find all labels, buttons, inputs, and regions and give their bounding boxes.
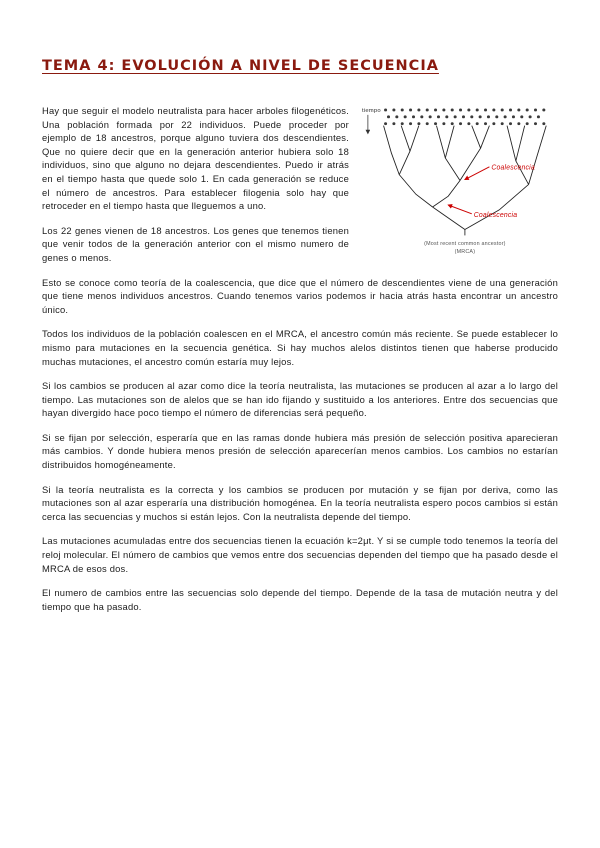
time-axis-label: tiempo xyxy=(362,107,381,114)
paragraph-9: El numero de cambios entre las secuencias solo depende del tiempo. Depende de la tasa de mutación neutra y del tiempo que ha pasado. xyxy=(42,587,558,612)
page-title: TEMA 4: EVOLUCIÓN A NIVEL DE SECUENCIA xyxy=(42,58,439,74)
paragraph-7: Si la teoría neutralista es la correcta y los cambios se producen por mutación y se fijan por deriva, como las mutaciones son al azar esperaría una distribución homogénea. En la teoría neutralista espero pocos cambios si están cerca las secuencias y muchos si están lejos. Con la neutralista depende del tiempo. xyxy=(42,483,558,522)
paragraph-8: Las mutaciones acumuladas entre dos secuencias tienen la ecuación k=2μt. Y si se cumple todo tenemos la teoría del reloj molecular. El número de cambios que vemos entre dos secuencias dependen del tiempo que ha pasado desde el MRCA de esos dos. xyxy=(42,535,558,574)
coalescent-tree-diagram xyxy=(362,104,558,259)
coalescence-arrow-2 xyxy=(448,205,472,214)
document-body xyxy=(42,104,558,613)
paragraph-1: Hay que seguir el modelo neutralista para hacer arboles filogenéticos. Una población formada por 22 individuos. Puede proceder por ejemplo de 18 ancestros, porque alguno tuviera dos descendientes. Que no quiere decir que en la generación anterior hubiera solo 18 individuos, sino que alguno no dejara descendientes. Puedo ir atrás en el tiempo hasta que quede solo 1. En cada generación se reduce el número de ancestros. Para establecer filogenia solo hay que retroceder en el tiempo hasta que lleguemos a uno. xyxy=(42,105,349,212)
lineage-lines xyxy=(384,126,547,236)
paragraph-6: Si se fijan por selección, esperaría que en las ramas donde hubiera más presión de selección positiva aparecieran más cambios. Y donde hubiera menos presión de selección aparecerían menos cambios. Los cambios no estarían distribuidos homogéneamente. xyxy=(42,431,558,471)
paragraph-2: Los 22 genes vienen de 18 ancestros. Los genes que tenemos tienen que venir todos de la generación anterior con el mismo numero de genes o menos. xyxy=(42,224,349,263)
coalescence-arrow-1 xyxy=(465,167,490,180)
paragraph-5: Si los cambios se producen al azar como dice la teoría neutralista, las mutaciones se producen al azar a lo largo del tiempo. Las mutaciones son de alelos que se han ido fijando y sustituido a los anteriores. Entre dos secuencias que hayan divergido hace poco tiempo el número de diferencias será pequeño. xyxy=(42,380,558,419)
coalescence-label-2: Coalescencia xyxy=(473,211,518,219)
figure-caption-line1: (Most recent common ancestor) xyxy=(424,241,506,248)
paragraph-3: Esto se conoce como teoría de la coalescencia, que dice que el número de descendientes viene de una generación que tiene menos individuos ancestros. Cuando tenemos varios podemos ir hacia atrás hasta encontrar un ancestro único. xyxy=(42,276,558,315)
coalescence-label-1: Coalescencia xyxy=(491,164,535,172)
coalescence-figure xyxy=(362,104,558,263)
generation-dot-rows xyxy=(386,110,549,124)
figure-caption-line2: (MRCA) xyxy=(454,249,476,256)
paragraph-4: Todos los individuos de la población coalescen en el MRCA, el ancestro común más reciente. Se puede establecer lo mismo para mutaciones en la secuencia genética. Si hay muchos alelos distintos tienen que haberse producido muchas mutaciones, el ancestro común estaría muy lejos. xyxy=(42,328,558,367)
